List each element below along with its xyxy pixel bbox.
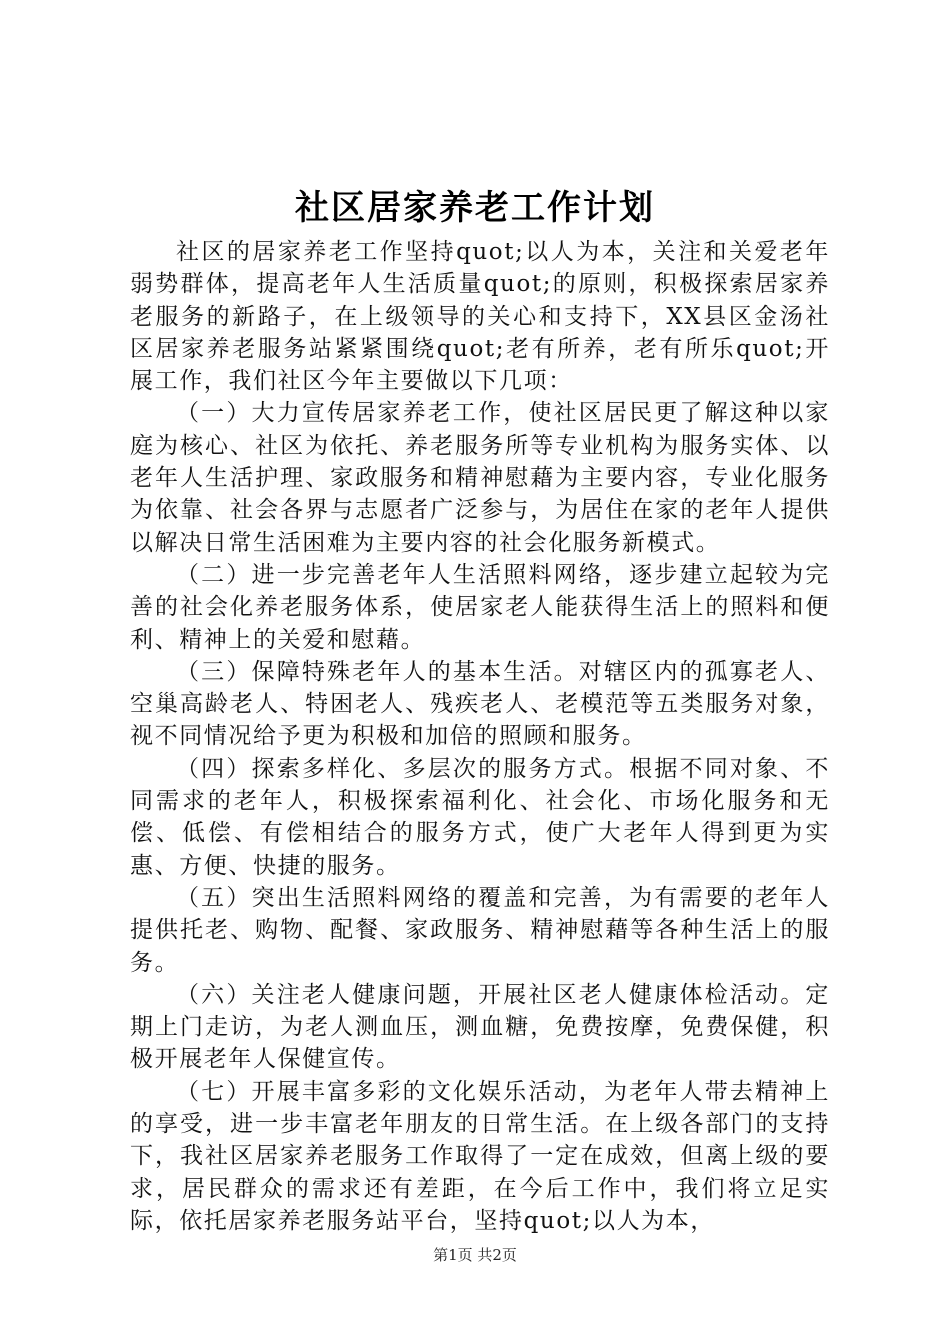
- paragraph-item-4: （四）探索多样化、多层次的服务方式。根据不同对象、不同需求的老年人，积极探索福利化、社会化、市场化服务和无偿、低偿、有偿相结合的服务方式，使广大老年人得到更为实惠、方便、快捷的服务。: [130, 755, 830, 879]
- paragraph-item-2: （二）进一步完善老年人生活照料网络，逐步建立起较为完善的社会化养老服务体系，使居家老人能获得生活上的照料和便利、精神上的关爱和慰藉。: [130, 561, 830, 653]
- paragraph-item-1: （一）大力宣传居家养老工作，使社区居民更了解这种以家庭为核心、社区为依托、养老服务所等专业机构为服务实体、以老年人生活护理、家政服务和精神慰藉为主要内容，专业化服务为依靠、社会各界与志愿者广泛参与，为居住在家的老年人提供以解决日常生活困难为主要内容的社会化服务新模式。: [130, 400, 830, 556]
- document-body: [130, 236, 830, 1237]
- page-footer: 第1页 共2页: [433, 1246, 517, 1264]
- paragraph-item-7: （七）开展丰富多彩的文化娱乐活动，为老年人带去精神上的享受，进一步丰富老年朋友的日常生活。在上级各部门的支持下，我社区居家养老服务工作取得了一定在成效，但离上级的要求，居民群众的需求还有差距，在今后工作中，我们将立足实际，依托居家养老服务站平台，坚持quot;以人为本，: [130, 1078, 830, 1234]
- document-title: 社区居家养老工作计划: [295, 188, 655, 228]
- paragraph-item-3: （三）保障特殊老年人的基本生活。对辖区内的孤寡老人、空巢高龄老人、特困老人、残疾老人、老模范等五类服务对象，视不同情况给予更为积极和加倍的照顾和服务。: [130, 658, 830, 750]
- paragraph-item-6: （六）关注老人健康问题，开展社区老人健康体检活动。定期上门走访，为老人测血压，测血糖，免费按摩，免费保健，积极开展老年人保健宣传。: [130, 981, 830, 1073]
- paragraph-item-5: （五）突出生活照料网络的覆盖和完善，为有需要的老年人提供托老、购物、配餐、家政服务、精神慰藉等各种生活上的服务。: [130, 884, 830, 976]
- paragraph-intro: 社区的居家养老工作坚持quot;以人为本，关注和关爱老年弱势群体，提高老年人生活质量quot;的原则，积极探索居家养老服务的新路子，在上级领导的关心和支持下，XX县区金汤社区居家养老服务站紧紧围绕quot;老有所养，老有所乐quot;开展工作，我们社区今年主要做以下几项：: [130, 239, 830, 395]
